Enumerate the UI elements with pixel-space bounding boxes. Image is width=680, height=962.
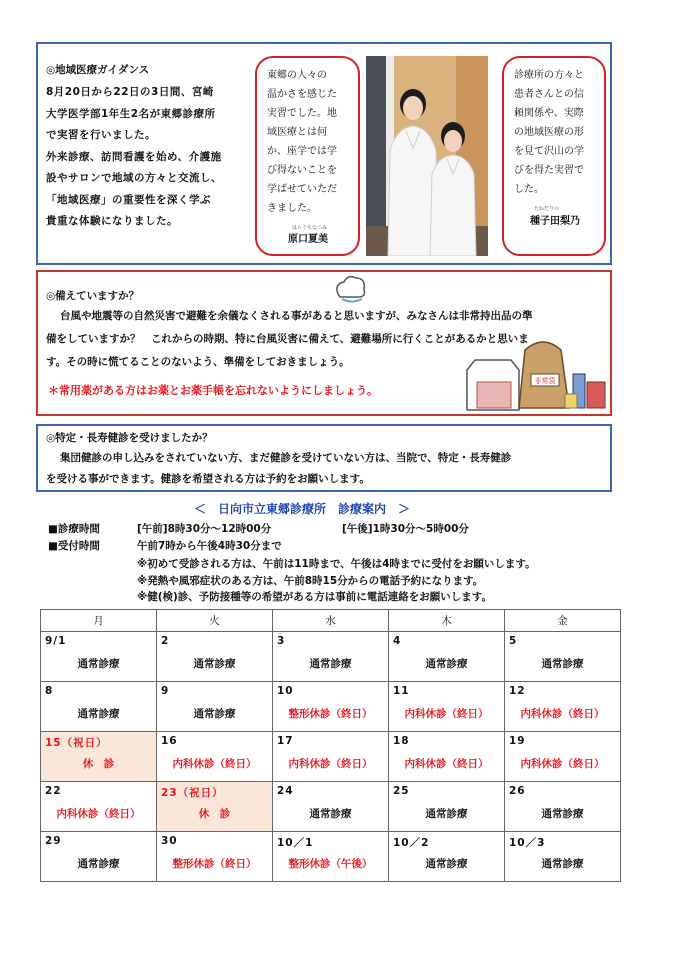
calendar-day [41,832,157,882]
calendar-status: 通常診療 [77,858,120,870]
calendar-day [41,732,157,782]
calendar-day [389,782,505,832]
calendar-date: 24 [277,785,294,797]
calendar-status: 通常診療 [541,808,584,820]
calendar-date: 8 [45,685,54,697]
calendar-status: 通常診療 [193,708,236,720]
calendar-status: 通常診療 [77,708,120,720]
calendar-week [41,782,621,832]
guidance-line: 外来診療、訪問看護を始め、介護施 [46,150,222,163]
cloud-icon [332,272,368,310]
calendar-date: 15（祝日） [45,737,108,749]
guidance-title: ◎地域医療ガイダンス [46,64,150,76]
guidance-line: 設やサロンで地域の方々と交流し、 [46,172,222,184]
calendar-status: 通常診療 [309,658,352,670]
calendar-day [157,832,273,882]
calendar-status: 整形休診（終日） [172,858,257,870]
guidance-line: 8月20日から22日の3日間、宮崎 [46,86,214,98]
calendar-status: 通常診療 [425,858,468,870]
calendar-status: 通常診療 [541,858,584,870]
calendar-status: 通常診療 [77,658,120,670]
calendar-date: 16 [161,735,178,747]
calendar-date: 11 [393,685,410,697]
quote-line: 温かさを感じた [267,89,337,100]
calendar-week [41,832,621,882]
disaster-line: す。その時に慌てることのないよう、準備をしておきましょう。 [46,356,350,368]
calendar-date: 10／3 [509,837,546,849]
name-right: 種子田梨乃 [530,216,580,227]
emergency-bag-illustration [465,330,610,418]
clinic-note: ※健(検)診、予防接種等の希望がある方は事前に電話連絡をお願いします。 [137,591,492,603]
calendar-day [505,682,621,732]
hours-pm: [午後]1時30分～5時00分 [342,523,469,535]
calendar-week [41,732,621,782]
checkup-line: 集団健診の申し込みをされていない方、まだ健診を受けていない方は、当院で、特定・長寿健診 [60,452,512,464]
calendar-day [389,682,505,732]
quote-line: きました。 [267,203,317,214]
calendar-date: 25 [393,785,410,797]
calendar-status: 通常診療 [309,808,352,820]
calendar-day [505,732,621,782]
guidance-line: で実習を行いました。 [46,129,156,141]
clinic-note: ※発熱や風邪症状のある方は、午前8時15分からの電話予約になります。 [137,574,484,587]
disaster-line: 台風や地震等の自然災害で避難を余儀なくされる事があると思いますが、みなさんは非常持出品の準 [60,310,533,322]
calendar-status: 内科休診（終日） [56,808,141,820]
calendar-day [157,682,273,732]
student-photo [366,56,488,256]
quote-line: を見て沢山の学 [514,146,584,157]
calendar-date: 10／1 [277,837,314,849]
name-left-ruby: はらぐちなつみ [292,225,328,231]
calendar-status: 通常診療 [425,808,468,820]
calendar-day [273,732,389,782]
calendar-date: 19 [509,735,526,747]
quote-line: 実習でした。地 [267,108,337,119]
calendar-date: 22 [45,785,62,797]
calendar-status: 内科休診（終日） [404,758,489,770]
calendar-date: 9/1 [45,635,67,647]
quote-line: か、座学では学 [267,146,337,157]
calendar-date: 12 [509,685,526,697]
calendar-date: 3 [277,635,286,647]
calendar-week [41,632,621,682]
calendar-day [389,632,505,682]
guidance-line: 貴重な体験になりました。 [46,215,178,227]
quote-line: び得ないことを [267,165,337,176]
hours-label: ■診療時間 [48,523,100,535]
quote-line: 頼関係や、実際 [514,108,584,119]
bag-label: 非常袋 [534,377,556,385]
checkup-title: ◎特定・長寿健診を受けましたか？ [46,432,213,444]
calendar-day [41,782,157,832]
calendar-day [389,832,505,882]
disaster-line: 備をしていますか？ これからの時期、特に台風災害に備えて、避難場所に行くことがあるかと思いま [46,333,529,345]
clinic-calendar [40,609,621,882]
calendar-status: 内科休診（終日） [288,758,373,770]
calendar-date: 29 [45,835,62,847]
clinic-note: ※初めて受診される方は、午前は11時まで、午後は4時までに受付をお願いします。 [137,558,536,570]
calendar-week [41,682,621,732]
calendar-day [273,682,389,732]
reception-label: ■受付時間 [48,540,100,552]
calendar-date: 2 [161,635,170,647]
calendar-day [505,782,621,832]
quote-line: 域医療とは何 [267,127,327,138]
calendar-day [157,782,273,832]
calendar-date: 4 [393,635,402,647]
calendar-date: 30 [161,835,178,847]
calendar-date: 17 [277,735,294,747]
calendar-status: 通常診療 [541,658,584,670]
calendar-status: 整形休診（午後） [288,858,373,870]
quote-line: の地域医療の形 [514,127,584,138]
calendar-header: 水 [273,610,389,632]
calendar-day [41,632,157,682]
calendar-date: 10／2 [393,837,430,849]
calendar-day [273,632,389,682]
calendar-day [389,732,505,782]
name-right-ruby: たねだりの [534,206,560,212]
calendar-status: 内科休診（終日） [520,708,605,720]
calendar-header: 月 [41,610,157,632]
guidance-line: 大学医学部1年生2名が東郷診療所 [46,107,216,120]
calendar-day [505,832,621,882]
name-left: 原口夏美 [288,234,328,245]
quote-line: 東郷の人々の [267,70,327,81]
calendar-day [273,782,389,832]
quote-line: した。 [514,184,544,195]
calendar-date: 9 [161,685,170,697]
calendar-date: 26 [509,785,526,797]
calendar-day [505,632,621,682]
calendar-status: 内科休診（終日） [520,758,605,770]
calendar-header: 木 [389,610,505,632]
calendar-date: 10 [277,685,294,697]
calendar-header: 火 [157,610,273,632]
quote-line: 学ばせていただ [267,184,337,195]
quote-line: 診療所の方々と [514,70,584,81]
calendar-date: 23（祝日） [161,787,224,799]
calendar-status: 整形休診（終日） [288,708,373,720]
quote-line: びを得た実習で [514,165,584,176]
calendar-day [157,632,273,682]
reception-hours: 午前7時から午後4時30分まで [137,540,282,552]
hours-am: [午前]8時30分～12時00分 [137,523,272,535]
calendar-day [273,832,389,882]
calendar-date: 18 [393,735,410,747]
calendar-date: 5 [509,635,518,647]
calendar-status: 内科休診（終日） [172,758,257,770]
calendar-status: 通常診療 [425,658,468,670]
disaster-title: ◎備えていますか？ [46,290,140,302]
medicine-notice: ＊常用薬がある方はお薬とお薬手帳を忘れないようにしましょう。 [48,384,378,397]
guidance-line: 「地域医療」の重要性を深く学ぶ [46,193,211,206]
calendar-status: 通常診療 [193,658,236,670]
calendar-status: 休 診 [198,808,231,820]
calendar-status: 内科休診（終日） [404,708,489,720]
calendar-day [157,732,273,782]
calendar-day [41,682,157,732]
calendar-status: 休 診 [82,758,115,770]
clinic-heading: ＜ 日向市立東郷診療所 診療案内 ＞ [194,502,411,516]
checkup-line: を受ける事ができます。健診を希望される方は予約をお願いします。 [46,473,370,485]
quote-line: 患者さんとの信 [514,89,584,100]
calendar-header: 金 [505,610,621,632]
